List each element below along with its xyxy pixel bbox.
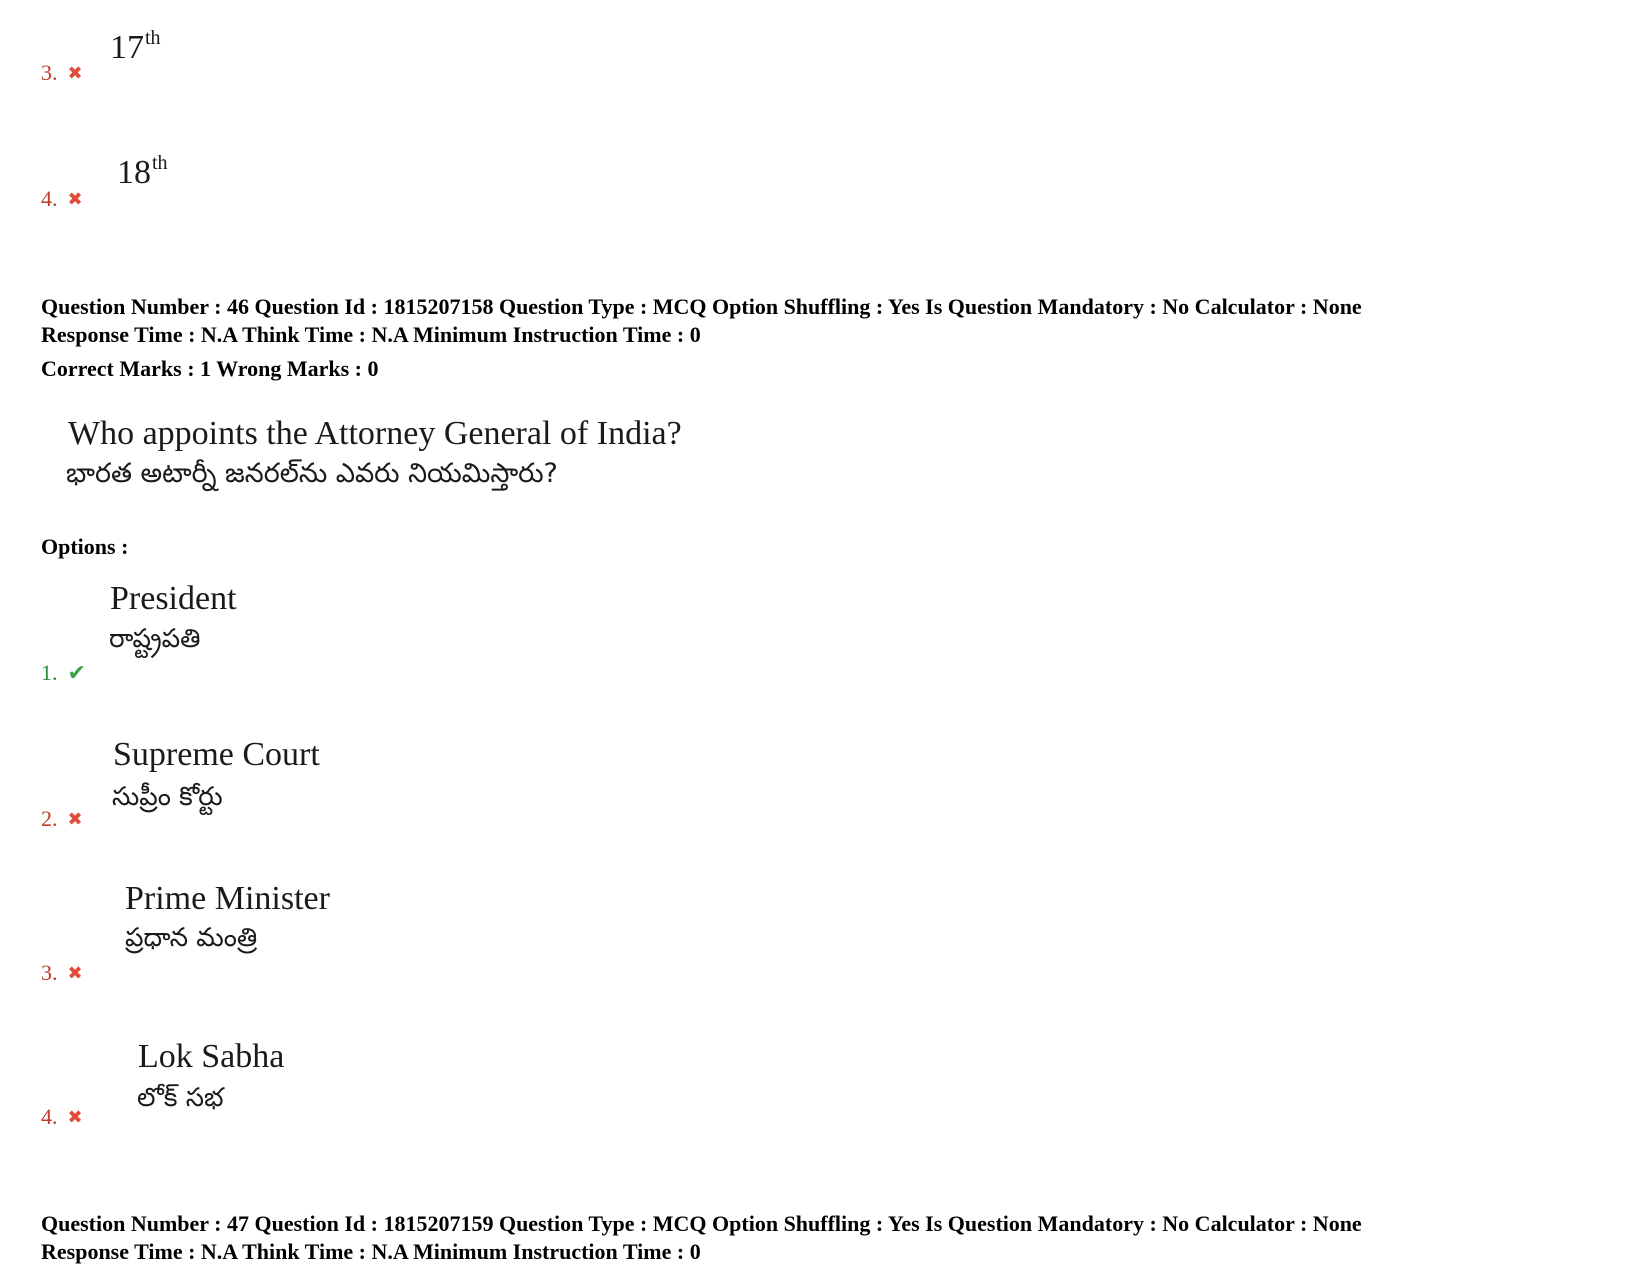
option-number: 3. [41, 60, 58, 85]
q46-option-2-marker [41, 808, 83, 830]
prev-option-3-content [110, 28, 161, 65]
prev-option-3-value: 17 [110, 29, 144, 66]
q46-option-4-marker [41, 1106, 83, 1128]
option-number: 3. [41, 960, 58, 985]
prev-option-3-suffix: th [145, 27, 161, 49]
prev-option-4-value: 18 [117, 154, 151, 191]
q46-options-label: Options : [41, 534, 129, 559]
q46-question-english: Who appoints the Attorney General of India? [68, 415, 682, 452]
option-number: 4. [41, 1104, 58, 1129]
prev-option-3-marker [41, 62, 83, 84]
q46-marks-line: Correct Marks : 1 Wrong Marks : 0 [41, 356, 379, 381]
q46-option-2-english: Supreme Court [113, 736, 320, 773]
q46-option-4-telugu: లోక్ సభ [137, 1083, 224, 1113]
cross-icon: ✖ [67, 189, 83, 209]
q46-option-4-english: Lok Sabha [138, 1038, 285, 1075]
cross-icon: ✖ [67, 1107, 83, 1127]
cross-icon: ✖ [67, 809, 83, 829]
prev-option-4-marker [41, 188, 83, 210]
q46-option-1-english: President [110, 580, 237, 617]
q46-option-3-marker [41, 962, 83, 984]
prev-option-4-content [117, 153, 168, 190]
q46-option-3-english: Prime Minister [125, 880, 330, 917]
q46-option-1-marker [41, 662, 86, 684]
option-number: 1. [41, 660, 58, 685]
q47-meta-line2: Response Time : N.A Think Time : N.A Minimum Instruction Time : 0 [41, 1239, 701, 1264]
q46-option-1-telugu: రాష్ట్రపతి [109, 624, 201, 654]
q46-question-telugu: భారత అటార్నీ జనరల్‌ను ఎవరు నియమిస్తారు? [66, 458, 558, 489]
check-icon: ✔ [67, 660, 86, 685]
q46-option-2-telugu: సుప్రీం కోర్టు [112, 782, 223, 812]
cross-icon: ✖ [67, 963, 83, 983]
q46-option-3-telugu: ప్రధాన మంత్రి [125, 923, 258, 953]
option-number: 2. [41, 806, 58, 831]
cross-icon: ✖ [67, 63, 83, 83]
q46-meta-line2: Response Time : N.A Think Time : N.A Minimum Instruction Time : 0 [41, 322, 701, 347]
prev-option-4-suffix: th [152, 152, 168, 174]
q47-meta-line1: Question Number : 47 Question Id : 1815207159 Question Type : MCQ Option Shuffling : Yes Is Question Mandatory : No Calculator : None [41, 1211, 1362, 1236]
option-number: 4. [41, 186, 58, 211]
q46-meta-line1: Question Number : 46 Question Id : 1815207158 Question Type : MCQ Option Shuffling : Yes Is Question Mandatory : No Calculator : None [41, 294, 1362, 319]
